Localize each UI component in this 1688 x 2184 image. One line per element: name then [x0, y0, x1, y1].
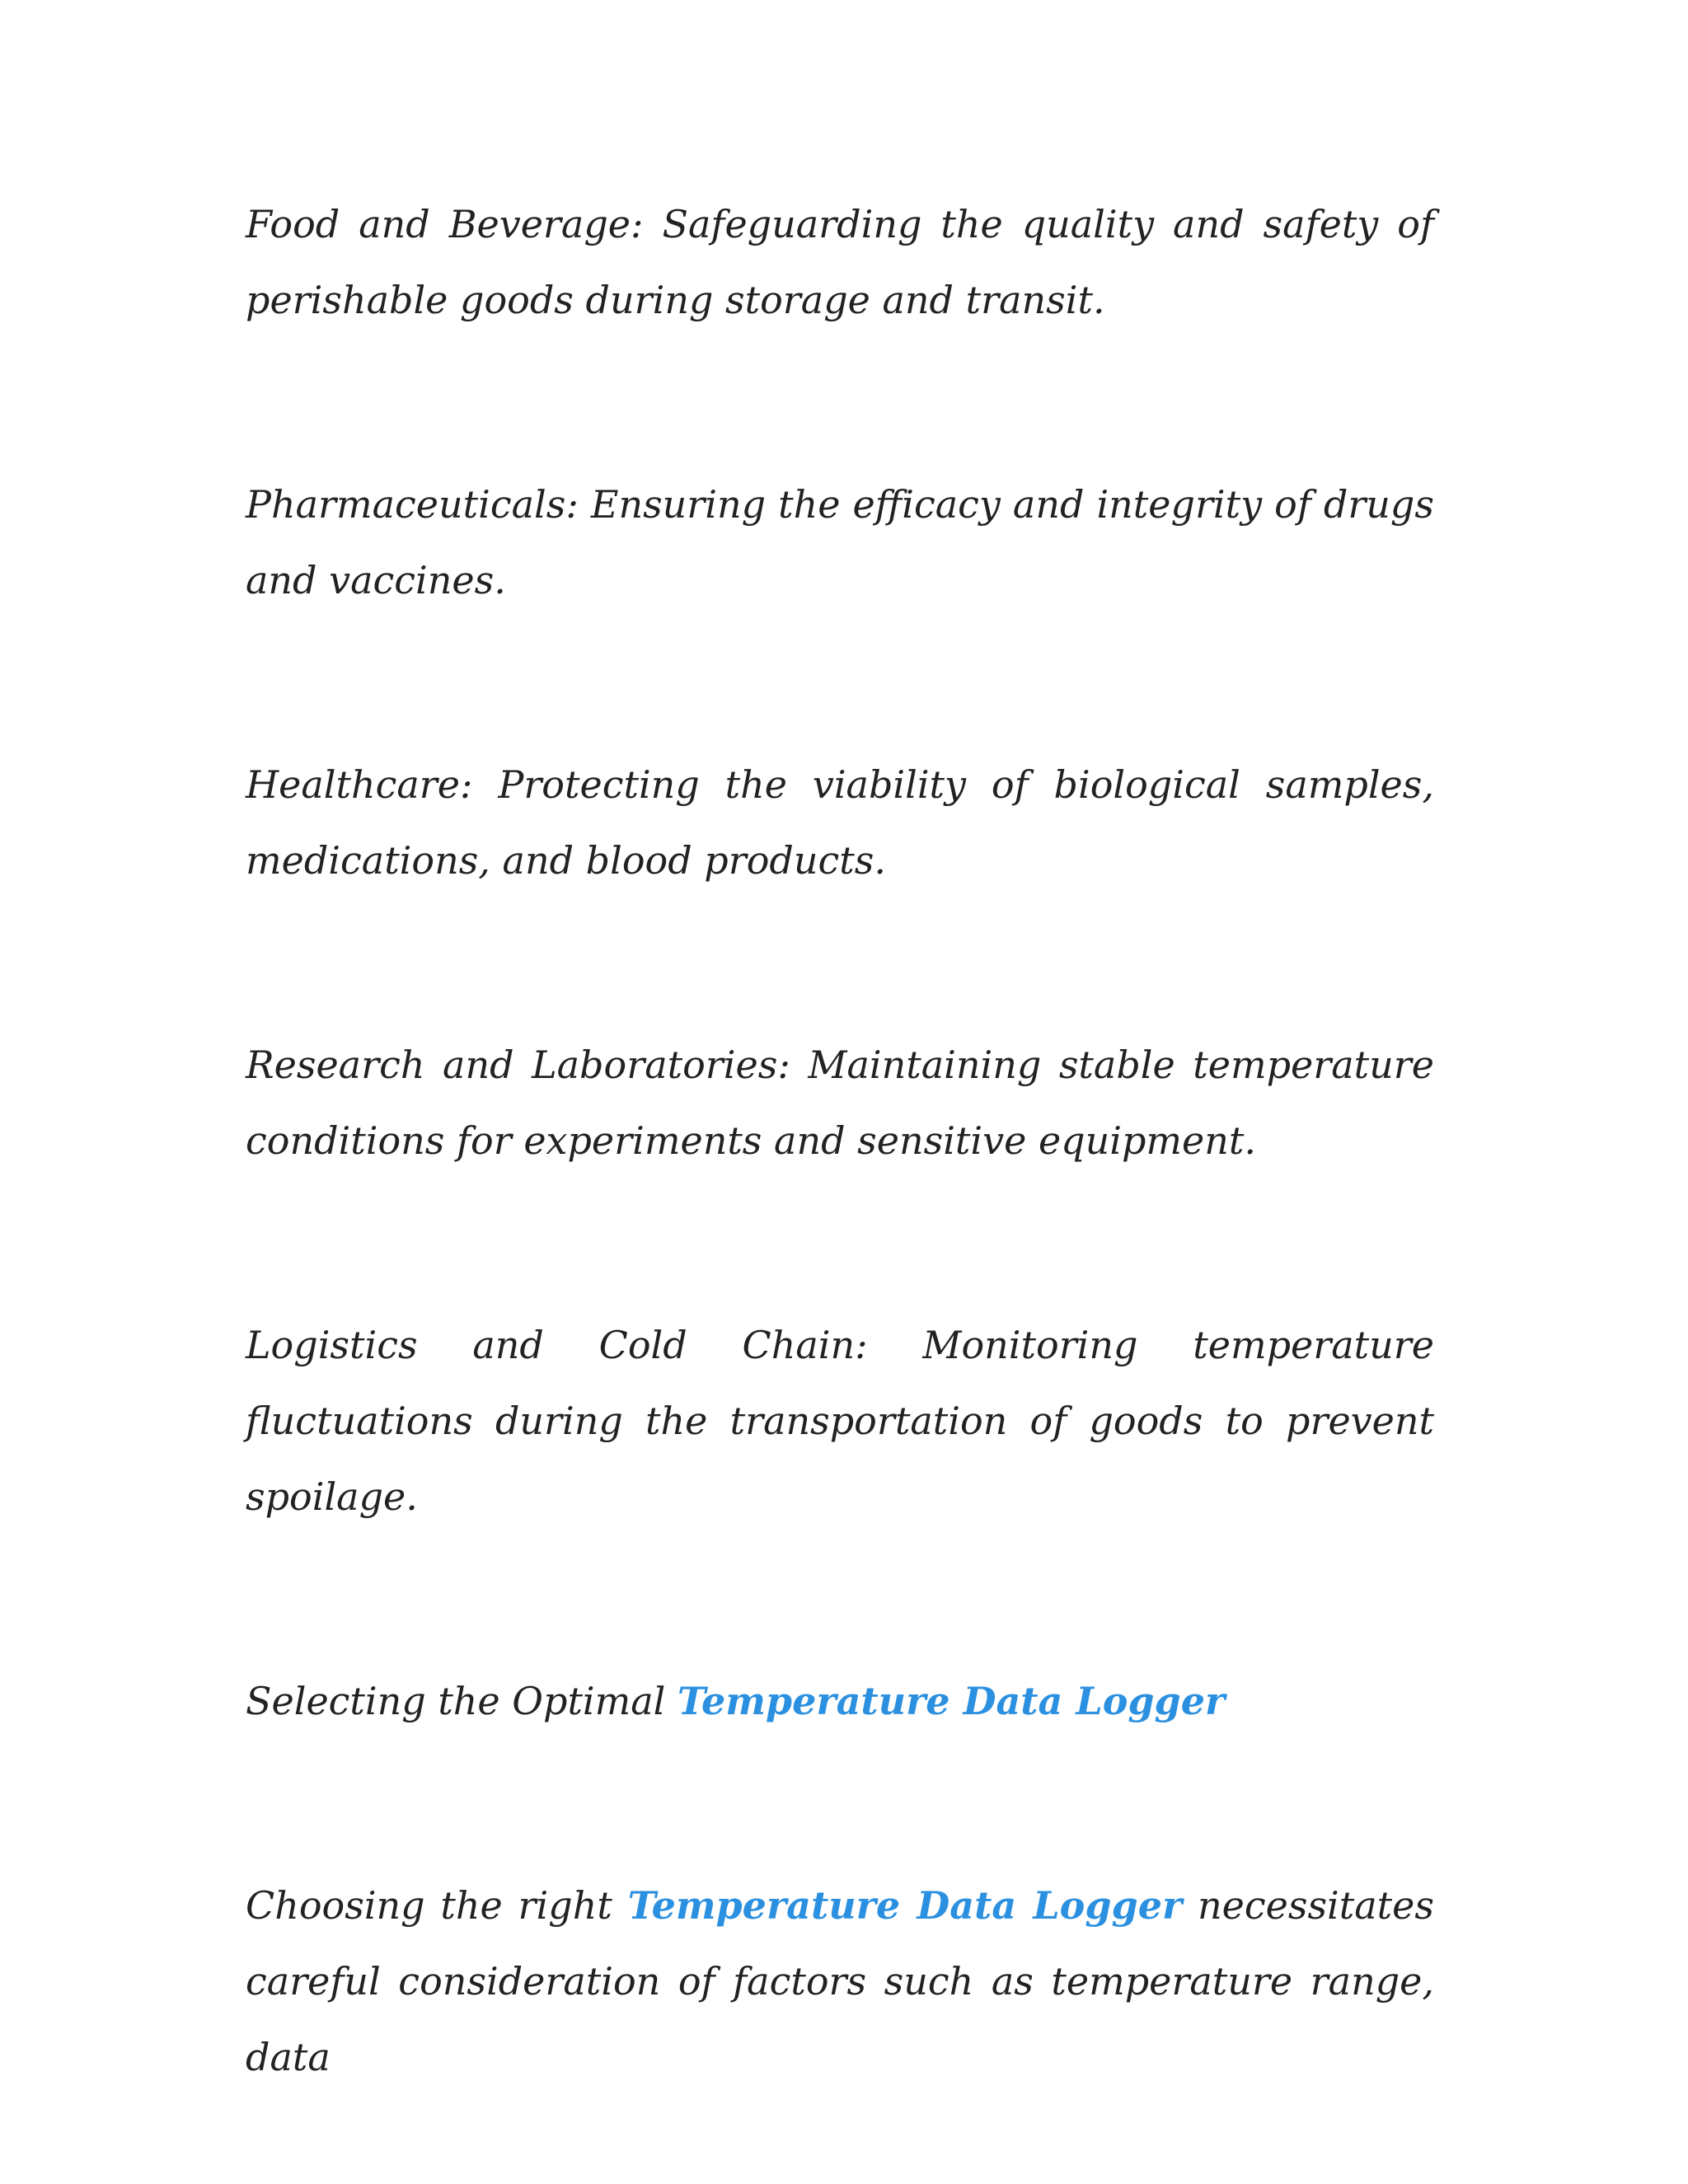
- temperature-data-logger-link[interactable]: Temperature Data Logger: [678, 1679, 1226, 1723]
- paragraph-logistics-cold-chain: Logistics and Cold Chain: Monitoring temperature fluctuations during the transportation of goods to prevent spoilage.: [246, 1323, 1434, 1519]
- paragraph-pharmaceuticals: Pharmaceuticals: Ensuring the efficacy and integrity of drugs and vaccines.: [246, 482, 1434, 602]
- paragraph-healthcare: Healthcare: Protecting the viability of biological samples, medications, and blood products.: [246, 762, 1434, 883]
- choosing-suffix-text: necessitates careful consideration of factors such as temperature range, data: [246, 1883, 1434, 2079]
- paragraph-choosing: [246, 1868, 1434, 2095]
- temperature-data-logger-link-inline[interactable]: Temperature Data Logger: [627, 1883, 1183, 1928]
- heading-prefix-text: Selecting the Optimal: [246, 1679, 678, 1723]
- paragraph-research-laboratories: Research and Laboratories: Maintaining stable temperature conditions for experiments and sensitive equipment.: [246, 1043, 1434, 1163]
- paragraph-food-beverage: Food and Beverage: Safeguarding the quality and safety of perishable goods during storage and transit.: [246, 202, 1434, 322]
- choosing-prefix-text: Choosing the right: [246, 1883, 628, 1928]
- document-body: [246, 186, 1434, 2095]
- section-heading: [246, 1663, 1434, 1739]
